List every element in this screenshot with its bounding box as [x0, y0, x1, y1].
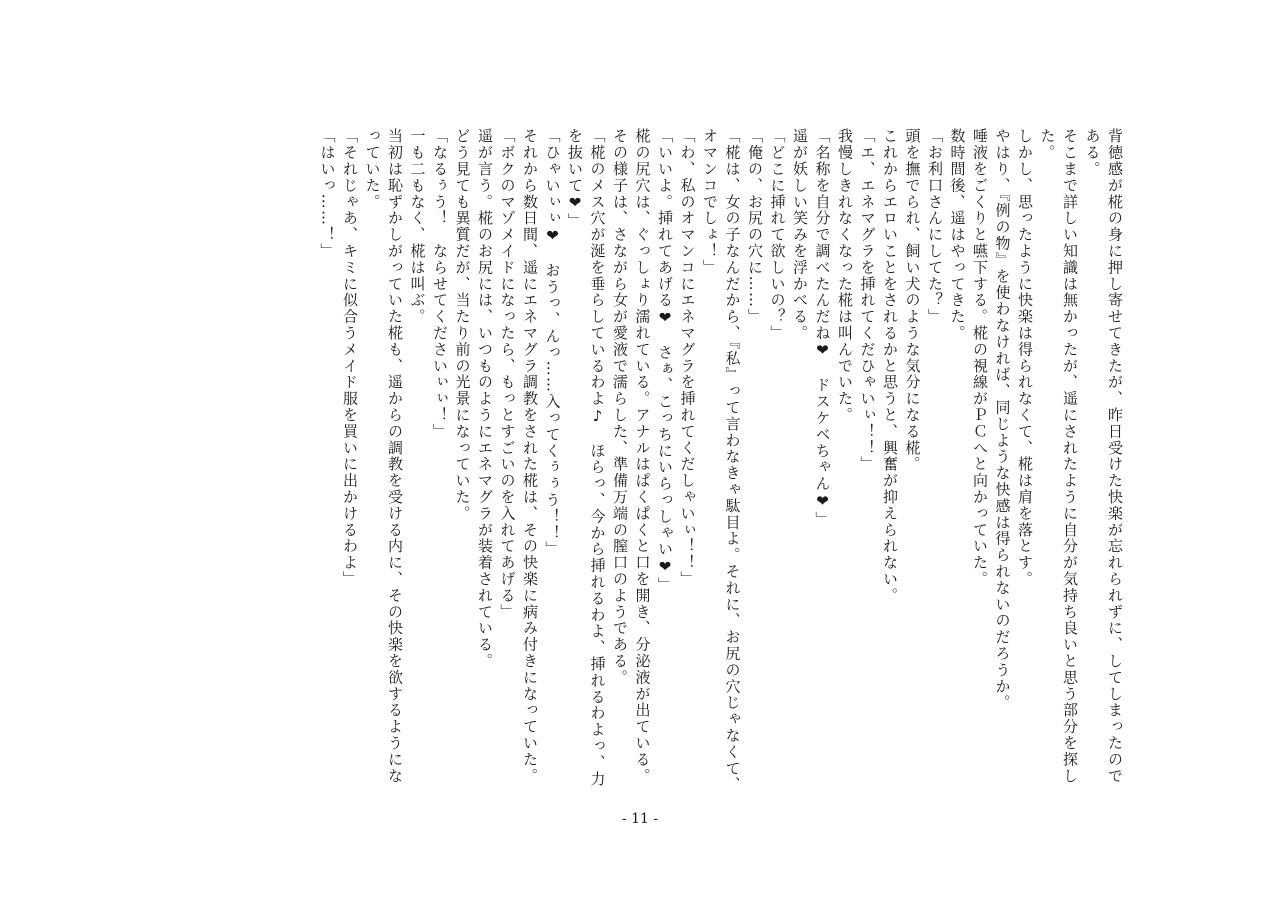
text-line: そこまで詳しい知識は無かったが、遥にされたように自分が気持ち良いと思う部分を探し [1061, 128, 1079, 784]
text-line: 「椛は、女の子なんだから、『私』って言わなきゃ駄目よ。それに、お尻の穴じゃなくて、 [723, 128, 742, 793]
text-line: 数時間後、遥はやってきた。 [948, 128, 967, 342]
text-line: 唾液をごくりと嚥下する。椛の視線がＰＣへと向かっていた。 [971, 128, 989, 588]
text-line: やはり、『例の物』を使わなければ、同じような快感は得られないのだろうか。 [993, 128, 1012, 711]
text-line: た。 [1038, 128, 1057, 161]
text-line: を抜いて❤」 [566, 128, 584, 230]
text-line: それから数日間、遥にエネマグラ調教をされた椛は、その快楽に病み付きになっていた。 [521, 128, 539, 784]
text-line: 「エ、エネマグラを挿れてくだひゃいぃ！！」 [858, 128, 877, 473]
text-line: 当初は恥ずかしがっていた椛も、遥からの調教を受ける内に、その快楽を欲するようにな [386, 128, 404, 784]
text-line: っていた。 [363, 128, 382, 210]
text-line: 我慢しきれなくなった椛は叫んでいた。 [836, 128, 854, 424]
text-line: 「どこに挿れて欲しいの？」 [768, 128, 787, 342]
text-line: 頭を撫でられ、飼い犬のような気分になる椛。 [903, 128, 922, 473]
text-line: 背徳感が椛の身に押し寄せてきたが、昨日受けた快楽が忘れられずに、してしまったので [1106, 128, 1124, 784]
text-line: 遥が言う。椛のお尻には、いつものようにエネマグラが装着されている。 [476, 128, 494, 670]
text-line: オマンコでしょ！」 [701, 128, 719, 276]
text-line: 一も二もなく、椛は叫ぶ。 [408, 128, 427, 325]
text-line: ある。 [1083, 128, 1102, 178]
text-line: 「いいよ。挿れてあげる❤ さぁ、こっちにいらっしゃい❤」 [656, 128, 674, 594]
text-line: 「わ、私のオマンコにエネマグラを挿れてくだしゃいぃ！！」 [678, 128, 697, 588]
body-text-vertical [316, 128, 1126, 793]
text-line: 遥が妖しい笑みを浮かべる。 [791, 128, 809, 342]
text-line: しかし、思ったように快楽は得られなくて、椛は肩を落とす。 [1016, 128, 1034, 588]
text-line: 「はいっ……！」 [318, 128, 337, 260]
text-line: 「俺の、お尻の穴に……」 [746, 128, 764, 325]
text-line: 椛の尻穴は、ぐっしょり濡れている。アナルはぱくぱくと口を開き、分泌液が出ている。 [633, 128, 652, 784]
text-line: どう見ても異質だが、当たり前の光景になっていた。 [453, 128, 472, 522]
text-line: これからエロいことをされるかと思うと、興奮が抑えられない。 [881, 128, 899, 604]
text-line: 「ひゃいぃぃ❤ おうっ、んっ……入ってくぅぅう！！」 [543, 128, 562, 558]
text-line: 「ボクのマゾメイドになったら、もっとすごいのを入れてあげる」 [498, 128, 517, 620]
text-line: その様子は、さながら女が愛液で濡らした、準備万端の膣口のようである。 [611, 128, 629, 686]
text-line: 「それじゃあ、キミに似合うメイド服を買いに出かけるわよ」 [341, 128, 359, 588]
text-line: 「なるぅう！ ならせてくださいぃぃ！」 [431, 128, 449, 440]
text-line: 「名称を自分で調べたんだね❤ ドスケベちゃん❤」 [813, 128, 832, 528]
text-line: 「椛のメス穴が涎を垂らしているわよ♪ ほらっ、今から挿れるわよ、挿れるわよっ、力 [588, 128, 607, 787]
text-line: 「お利口さんにしてた？」 [926, 128, 944, 325]
page-number: - 11 - [621, 811, 659, 827]
